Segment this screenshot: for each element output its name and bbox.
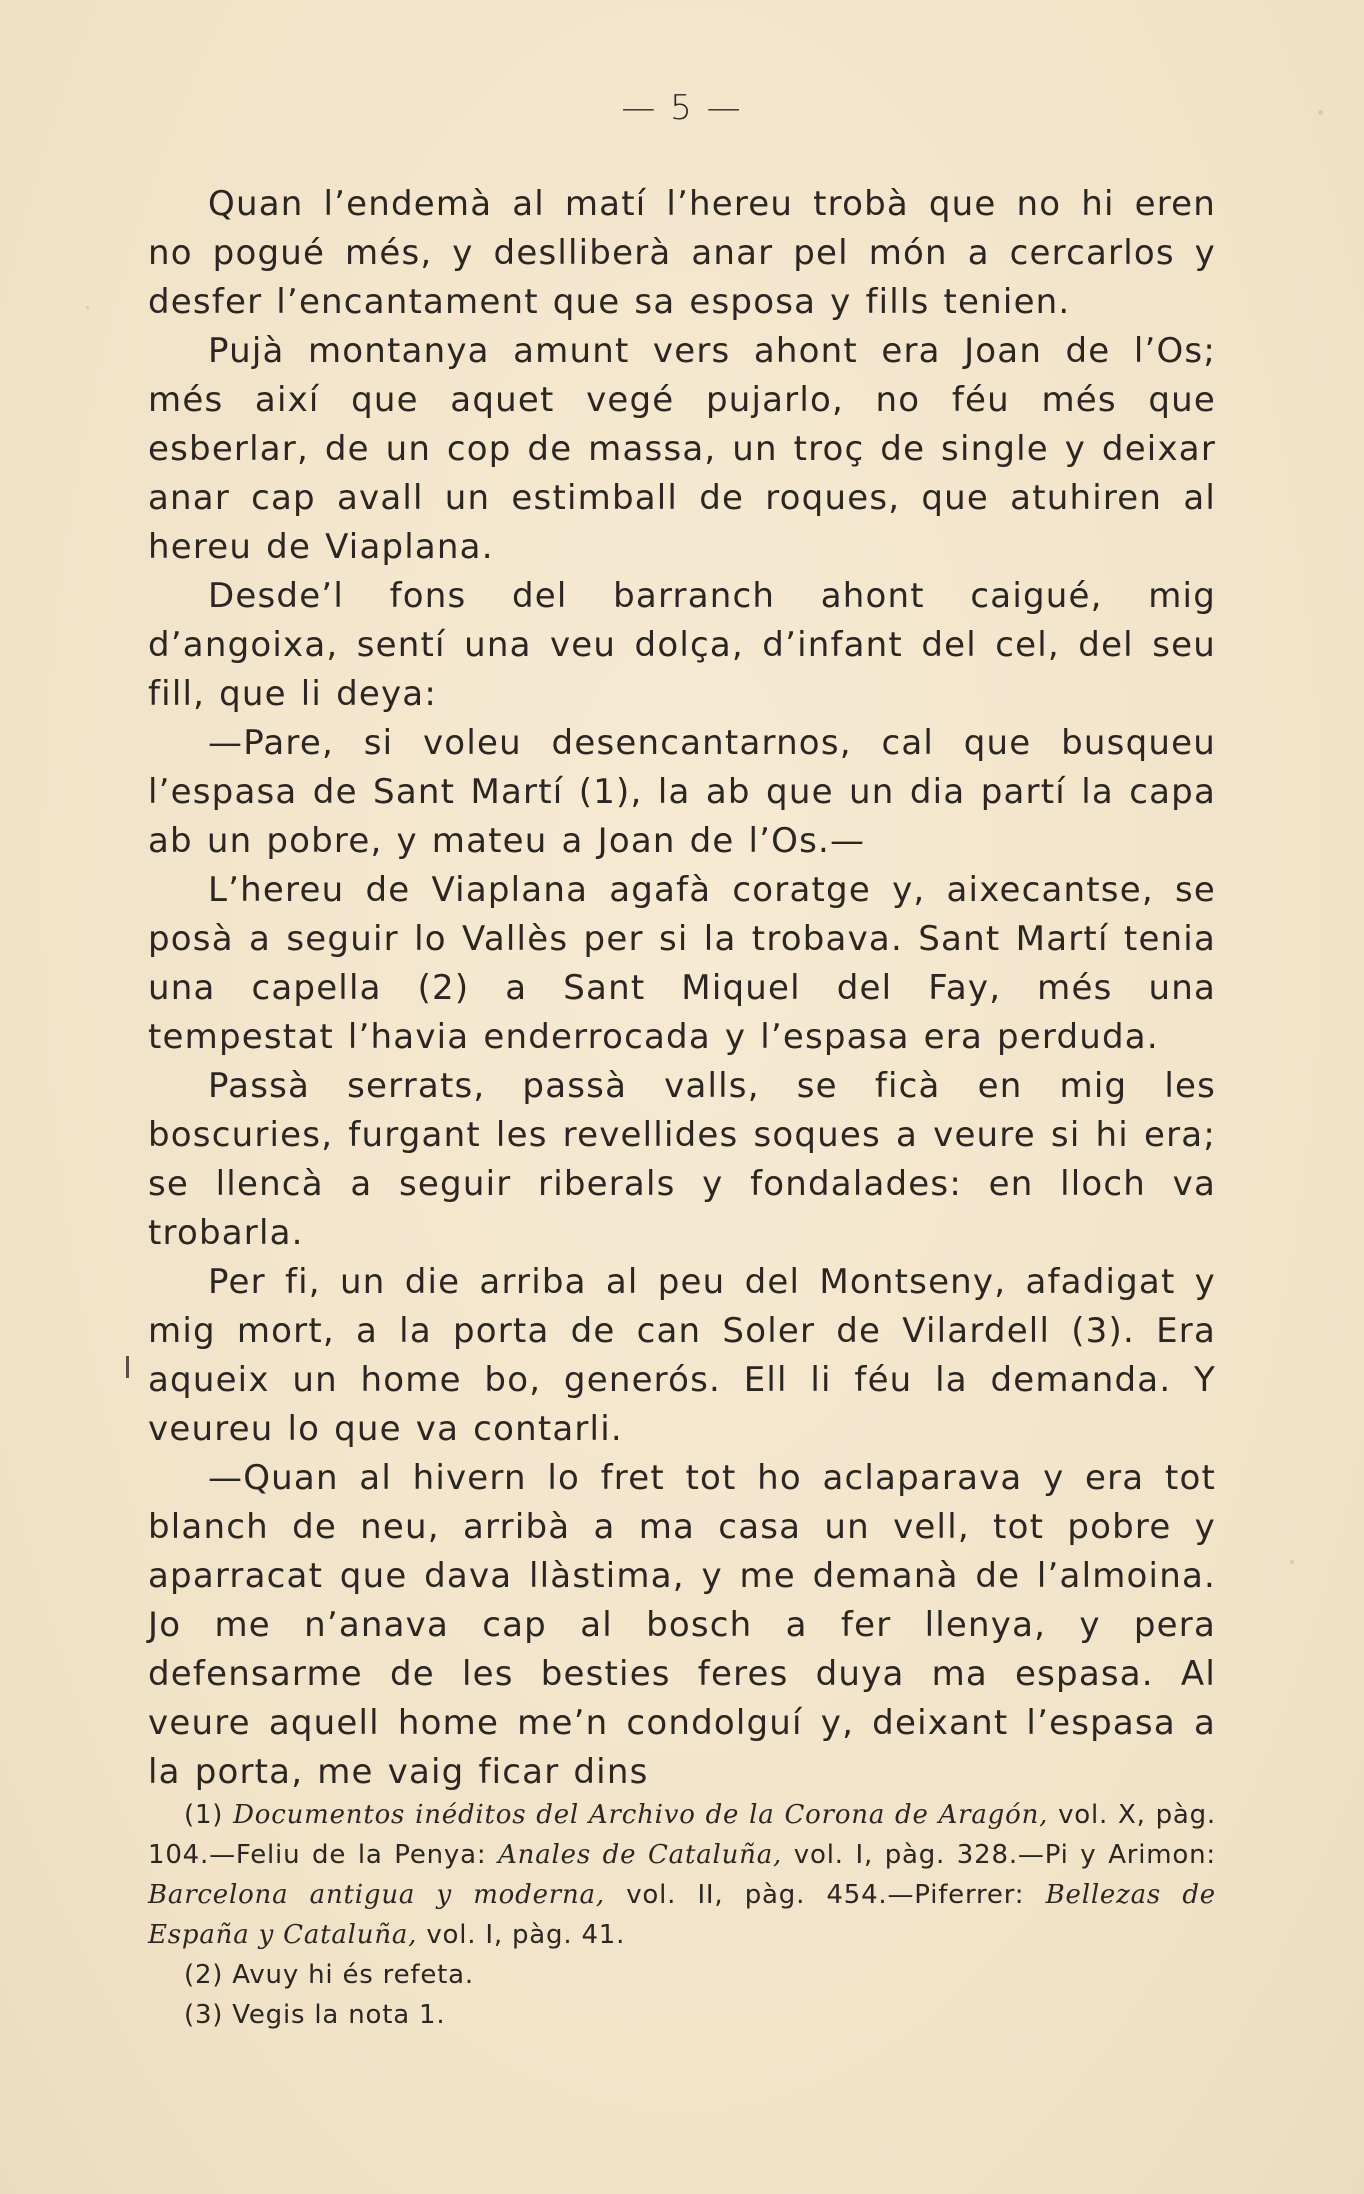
paper-speck xyxy=(1318,110,1323,115)
footnote-title: Barcelona antigua y moderna, xyxy=(148,1880,605,1910)
body-text xyxy=(148,180,1216,1797)
paragraph: Passà serrats, passà valls, se ficà en mig les boscuries, furgant les revellides soques a veure si hi era; se llencà a seguir riberals y fondalades: en lloch va trobarla. xyxy=(148,1066,1216,1253)
footnotes xyxy=(148,1795,1216,2035)
paragraph: Per fi, un die arriba al peu del Montseny, afadigat y mig mort, a la porta de can Soler de Vilardell (3). Era aqueix un home bo, generós. Ell li féu la demanda. Y veureu lo que va contarli. xyxy=(148,1262,1216,1449)
footnote-text: vol. II, pàg. 454.—Piferrer: xyxy=(626,1880,1025,1910)
paragraph: Quan l’endemà al matí l’hereu trobà que no hi eren no pogué més, y deslliberà anar pel món a cercarlos y desfer l’encantament que sa esposa y fills tenien. xyxy=(148,184,1216,322)
footnote-3: (3) Vegis la nota 1. xyxy=(184,2000,446,2030)
paper-speck xyxy=(1290,1560,1294,1564)
footnote-marker: (1) xyxy=(184,1800,224,1830)
footnote-title: Bellezas de España y Cataluña, xyxy=(148,1880,1216,1950)
footnote-1 xyxy=(148,1795,1216,1955)
paragraph: L’hereu de Viaplana agafà coratge y, aixecantse, se posà a seguir lo Vallès per si la trobava. Sant Martí tenia una capella (2) a Sant Miquel del Fay, més una tempestat l’havia enderrocada y l’espasa era perduda. xyxy=(148,870,1216,1057)
footnote-title: Anales de Cataluña, xyxy=(498,1840,783,1870)
paragraph: Pujà montanya amunt vers ahont era Joan de l’Os; més així que aquet vegé pujarlo, no féu més que esberlar, de un cop de massa, un troç de single y deixar anar cap avall un estimball de roques, que atuhiren al hereu de Viaplana. xyxy=(148,331,1216,567)
page-number: — 5 — xyxy=(621,88,743,128)
paragraph: —Pare, si voleu desencantarnos, cal que busqueu l’espasa de Sant Martí (1), la ab que un dia partí la capa ab un pobre, y mateu a Joan de l’Os.— xyxy=(148,723,1216,861)
paper-speck xyxy=(86,306,89,309)
footnote-title: Documentos inéditos del Archivo de la Corona de Aragón, xyxy=(233,1800,1049,1830)
footnote-2: (2) Avuy hi és refeta. xyxy=(184,1960,474,1990)
paragraph: —Quan al hivern lo fret tot ho aclaparava y era tot blanch de neu, arribà a ma casa un vell, tot pobre y aparracat que dava llàstima, y me demanà de l’almoina. Jo me n’anava cap al bosch a fer llenya, y pera defensarme de les besties feres duya ma espasa. Al veure aquell home me’n condolguí y, deixant l’espasa a la porta, me vaig ficar dins xyxy=(148,1458,1216,1792)
footnote-text: vol. I, pàg. 328.—Pi y Arimon: xyxy=(793,1840,1216,1870)
footnote-text: vol. X, pàg. 104.—Feliu de la Penya: xyxy=(148,1800,1216,1870)
paragraph: Desde’l fons del barranch ahont caigué, mig d’angoixa, sentí una veu dolça, d’infant del cel, del seu fill, que li deya: xyxy=(148,576,1216,714)
footnote-text: vol. I, pàg. 41. xyxy=(426,1920,626,1950)
margin-mark xyxy=(126,1356,129,1378)
